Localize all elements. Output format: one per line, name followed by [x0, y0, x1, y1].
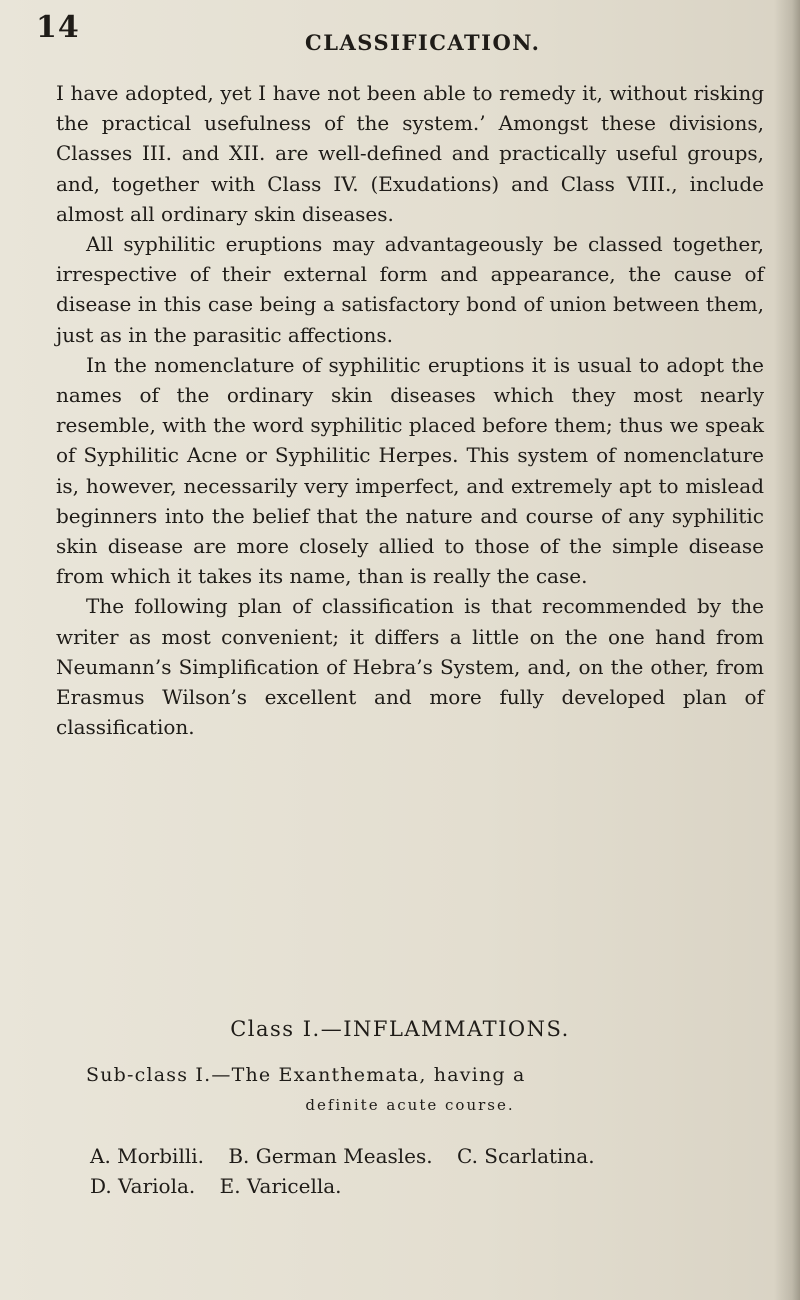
list-item: B. German Measles. — [228, 1144, 433, 1168]
disease-list-row — [90, 1141, 613, 1171]
disease-list-row — [90, 1171, 613, 1201]
page-number: 14 — [36, 10, 80, 45]
disease-list — [90, 1141, 613, 1201]
sub-class-heading — [56, 1060, 764, 1120]
body-text — [56, 78, 764, 742]
class-heading: Class I.—INFLAMMATIONS. — [230, 1017, 570, 1041]
paragraph-2: All syphilitic eruptions may advantageously be classed together, irrespective of their external form and appearance, the cause of disease in this case being a satisfactory bond of union between them, just as in the parasitic affections. — [56, 232, 764, 347]
paragraph-4: The following plan of classification is that recommended by the writer as most convenient; it differs a little on the one hand from Neumann’s Simplification of Hebra’s System, and, on the other, from Erasmus Wilson’s excellent and more fully developed plan of classification. — [56, 594, 764, 740]
page-edge-shadow — [774, 0, 800, 1300]
list-item: A. Morbilli. — [90, 1144, 204, 1168]
list-item: C. Scarlatina. — [456, 1144, 595, 1168]
running-title: CLASSIFICATION. — [305, 30, 541, 55]
sub-class-heading-line-2: definite acute course. — [305, 1096, 515, 1114]
list-item: D. Variola. — [90, 1174, 196, 1198]
paragraph-1: I have adopted, yet I have not been able to remedy it, without risking the practical usefulness of the system.’ Amongst these divisions, Classes III. and XII. are well-defined and practically useful groups, and, together with Class IV. (Exudations) and Class VIII., include almost all ordinary skin diseases. — [56, 81, 764, 226]
list-item: E. Varicella. — [219, 1174, 342, 1198]
sub-class-heading-line-1: Sub-class I.—The Exanthemata, having a — [86, 1064, 526, 1086]
paragraph-3: In the nomenclature of syphilitic eruptions it is usual to adopt the names of the ordinary skin diseases which they most nearly resemble, with the word syphilitic placed before them; thus we speak of Syphilitic Acne or Syphilitic Herpes. This system of nomenclature is, however, necessarily very imperfect, and extremely apt to mislead beginners into the belief that the nature and course of any syphilitic skin disease are more closely allied to those of the simple disease from which it takes its name, than is really the case. — [56, 352, 764, 589]
